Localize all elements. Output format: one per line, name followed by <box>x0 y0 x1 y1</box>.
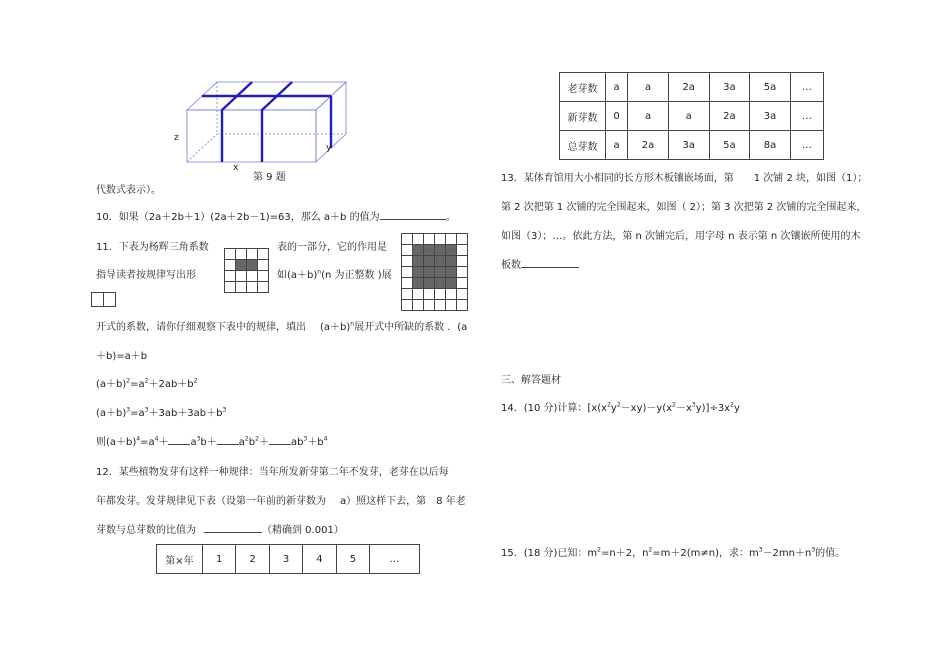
table-cell: … <box>790 102 823 131</box>
question-15: 15．(18 分)已知：$m^2=n+2$，$n^2=m+2(m\ne n)$，求：$m^3-2mn+n^3$的值。 <box>501 546 846 559</box>
sprout-table <box>559 72 824 160</box>
year-header-cell: 第×年 <box>157 545 203 574</box>
tiling-two-boards <box>91 292 116 307</box>
year-cell: 1 <box>203 545 236 574</box>
q12-answer-blank <box>204 532 262 533</box>
table-cell: … <box>790 73 823 102</box>
table-cell: 3a <box>750 102 791 131</box>
tiling-figure-2 <box>401 233 468 311</box>
q13-line-4: 板数 <box>501 256 579 271</box>
table-cell: 2a <box>668 73 709 102</box>
q12-line-3: 芽数与总芽数的比值为 （精确到 0.001） <box>96 525 344 536</box>
q13-line-1: 13．某体育馆用大小相同的长方形木板镶嵌场面，第 1 次铺 2 块，如图（1）； <box>501 173 868 184</box>
x-axis-label: x <box>233 163 239 173</box>
question-14: 14．(10 分)计算：$[x(x^2y^2-xy)-y(x^2-x^3y)]\div 3x^2y$ <box>501 401 740 414</box>
table-cell: … <box>790 131 823 160</box>
question-10: 10．如果（2a＋2b＋1）(2a＋2b－1)=63，那么 a＋b 的值为 。 <box>96 212 456 223</box>
year-cell: 2 <box>236 545 269 574</box>
q12-line-2: 年都发芽。发芽规律见下表（设第一年前的新芽数为 a）照这样下去，第 8 年老 <box>96 496 466 507</box>
q11-line-6: $(a+b)^3=a^3+3ab+3ab+b^3$ <box>96 406 227 419</box>
z-axis-label: z <box>174 133 179 143</box>
figure-9-box <box>170 74 360 174</box>
table-cell: 0 <box>606 102 628 131</box>
table-cell: 5a <box>750 73 791 102</box>
q11-line-4: ＋b)=a＋b <box>96 351 148 362</box>
q11-line-5: $(a+b)^2=a^2+2ab+b^2$ <box>96 377 198 390</box>
table-cell: 2a <box>628 131 669 160</box>
row-header-total: 总芽数 <box>560 131 606 160</box>
q11-line-1b: 表的一部分，它的作用是 <box>277 242 387 253</box>
q13-line-2: 第 2 次把第 1 次铺的完全围起来，如图（ 2）；第 3 次把第 2 次铺的完全围起来， <box>501 202 867 213</box>
table-cell: a <box>606 131 628 160</box>
row-header-old: 老芽数 <box>560 73 606 102</box>
fig9-tail-text: 代数式表示）。 <box>96 185 161 196</box>
y-axis-label: y <box>326 143 332 153</box>
q12-line-1: 12．某些植物发芽有这样一种规律：当年所发新芽第二年不发芽，老芽在以后每 <box>96 467 449 478</box>
tiling-figure-1 <box>224 248 269 293</box>
table-cell: a <box>668 102 709 131</box>
year-cell: … <box>370 545 420 574</box>
q11-line-2a: 指导读者按规律写出形 <box>96 270 196 281</box>
section-3-heading: 三、解答题材 <box>501 375 561 386</box>
table-cell: 2a <box>709 102 750 131</box>
table-cell: a <box>628 102 669 131</box>
q13-line-3: 如图（3）；…。依此方法，第 n 次铺完后，用字母 n 表示第 n 次镶嵌所使用的木 <box>501 231 861 242</box>
table-cell: 3a <box>668 131 709 160</box>
q13-answer-blank <box>521 267 579 268</box>
table-cell: a <box>606 73 628 102</box>
table-cell: 5a <box>709 131 750 160</box>
table-cell: a <box>628 73 669 102</box>
year-table <box>156 544 420 574</box>
q11-line-1a: 11．下表为杨辉三角系数 <box>96 242 209 253</box>
q10-answer-blank <box>380 219 446 220</box>
q11-line-3: 开式的系数，请你仔细观察下表中的规律，填出 $(a+b)^n$展开式中所缺的系数 ．(a <box>96 320 468 333</box>
q11-line-7: 则$(a+b)^4=a^4+ a^3b+ a^2b^2+ ab^3+b^4$ <box>96 435 328 448</box>
q11-line-2b: 如$(a+b)^n(n$ 为正整数 )展 <box>277 268 392 281</box>
year-cell: 3 <box>269 545 302 574</box>
row-header-new: 新芽数 <box>560 102 606 131</box>
table-cell: 8a <box>750 131 791 160</box>
year-cell: 4 <box>303 545 336 574</box>
table-cell: 3a <box>709 73 750 102</box>
figure-9-caption: 第 9 题 <box>253 172 286 183</box>
year-cell: 5 <box>336 545 369 574</box>
